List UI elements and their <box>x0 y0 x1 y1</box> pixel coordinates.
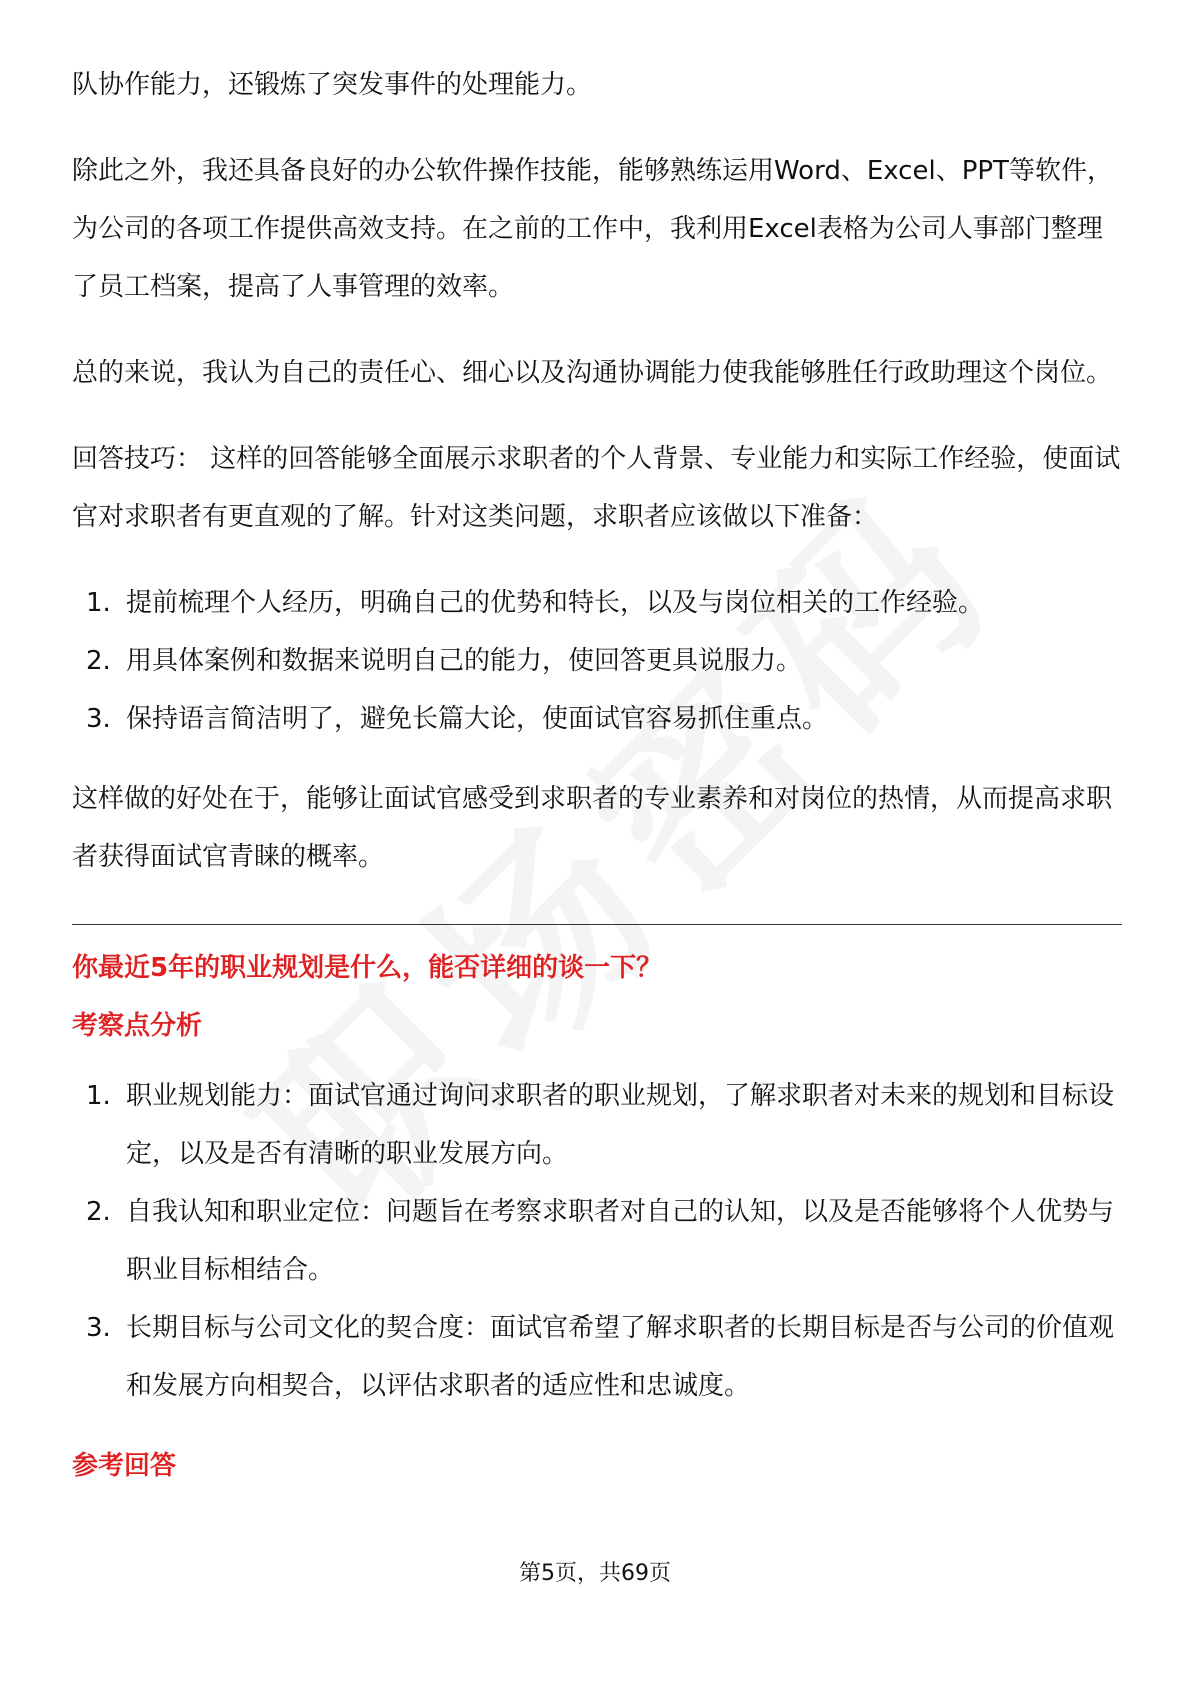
list-item-text: 长期目标与公司文化的契合度：面试官希望了解求职者的长期目标是否与公司的价值观和发展方向相契合，以评估求职者的适应性和忠诚度。 <box>126 1313 1115 1401</box>
page-content <box>72 56 1122 1507</box>
paragraph: 回答技巧： 这样的回答能够全面展示求职者的个人背景、专业能力和实际工作经验，使面试官对求职者有更直观的了解。针对这类问题，求职者应该做以下准备： <box>72 444 1121 532</box>
list-item-text: 保持语言简洁明了，避免长篇大论，使面试官容易抓住重点。 <box>126 704 829 734</box>
list-item-text: 用具体案例和数据来说明自己的能力，使回答更具说服力。 <box>126 646 803 676</box>
paragraph: 除此之外，我还具备良好的办公软件操作技能，能够熟练运用Word、Excel、PPT等软件，为公司的各项工作提供高效支持。在之前的工作中，我利用Excel表格为公司人事部门整理了员工档案，提高了人事管理的效率。 <box>72 156 1113 302</box>
list-number: 1. <box>86 588 111 618</box>
list-item <box>72 1067 1122 1183</box>
list-number: 1. <box>86 1081 111 1111</box>
list-number: 3. <box>86 704 111 734</box>
section-divider <box>72 924 1122 925</box>
tips-list <box>72 574 1122 748</box>
list-number: 3. <box>86 1313 111 1343</box>
page-footer: 第5页，共69页 <box>519 1561 671 1586</box>
paragraph: 队协作能力，还锻炼了突发事件的处理能力。 <box>72 70 593 100</box>
list-item-text: 职业规划能力：面试官通过询问求职者的职业规划，了解求职者对未来的规划和目标设定，以及是否有清晰的职业发展方向。 <box>126 1081 1115 1169</box>
list-number: 2. <box>86 1197 111 1227</box>
list-item <box>72 690 1122 748</box>
paragraph: 总的来说，我认为自己的责任心、细心以及沟通协调能力使我能够胜任行政助理这个岗位。 <box>72 358 1113 388</box>
list-item <box>72 632 1122 690</box>
list-item <box>72 1299 1122 1415</box>
reference-heading: 参考回答 <box>72 1451 177 1481</box>
analysis-heading: 考察点分析 <box>72 1011 203 1041</box>
analysis-list <box>72 1067 1122 1415</box>
list-item <box>72 574 1122 632</box>
paragraph: 这样做的好处在于，能够让面试官感受到求职者的专业素养和对岗位的热情，从而提高求职者获得面试官青睐的概率。 <box>72 784 1113 872</box>
list-item-text: 提前梳理个人经历，明确自己的优势和特长，以及与岗位相关的工作经验。 <box>126 588 985 618</box>
list-number: 2. <box>86 646 111 676</box>
list-item-text: 自我认知和职业定位：问题旨在考察求职者对自己的认知，以及是否能够将个人优势与职业目标相结合。 <box>126 1197 1115 1285</box>
question-title: 你最近5年的职业规划是什么，能否详细的谈一下？ <box>72 953 663 983</box>
list-item <box>72 1183 1122 1299</box>
